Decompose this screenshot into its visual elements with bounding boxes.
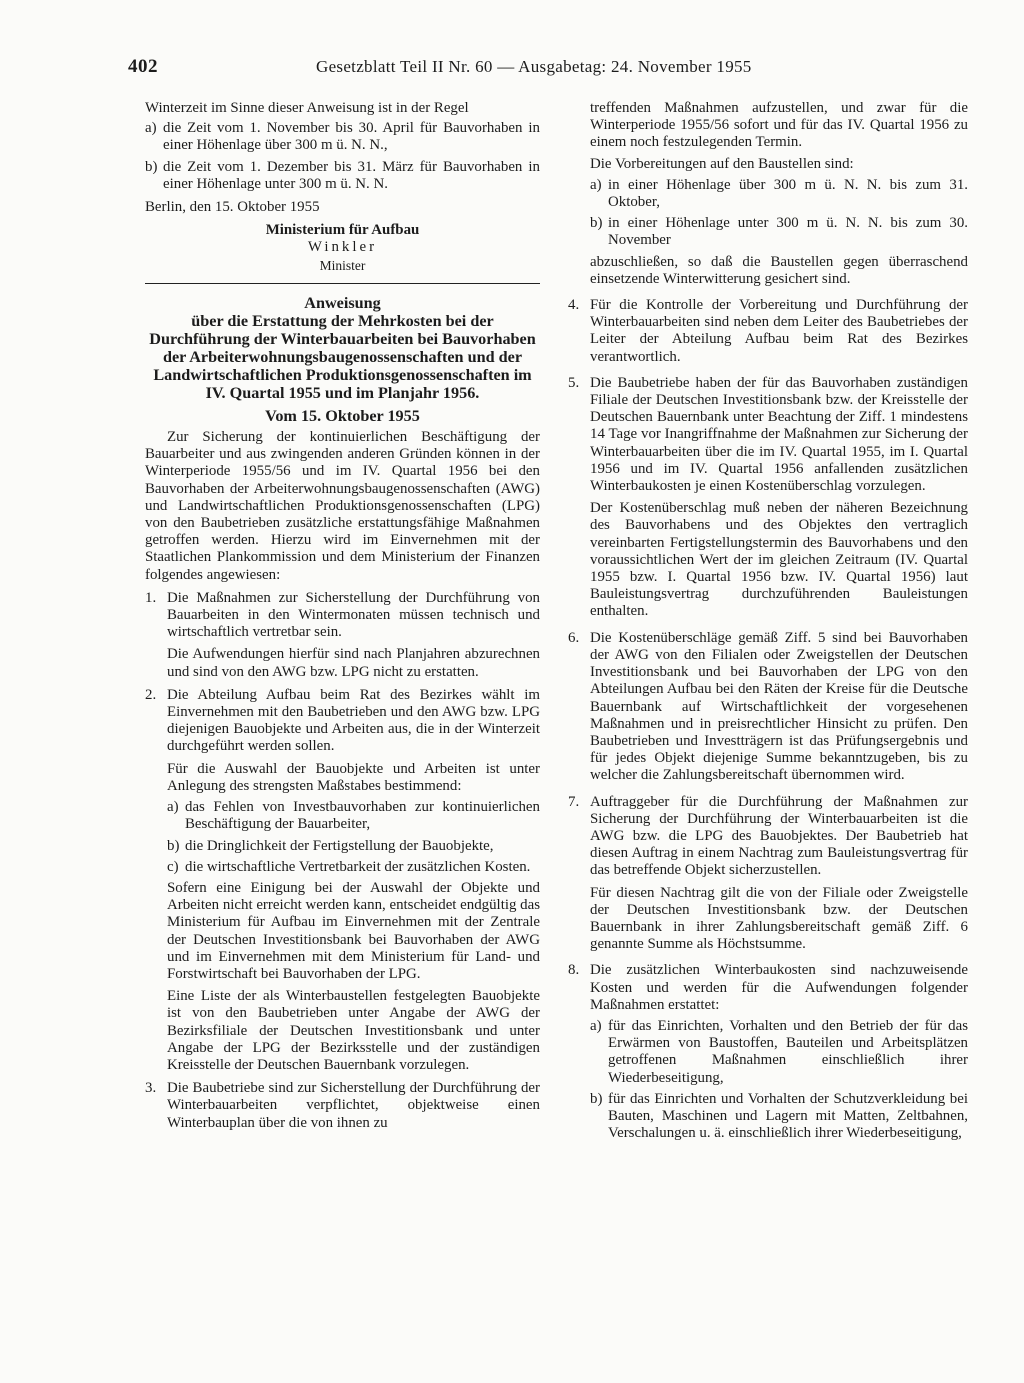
list-item-label: b) [590,1090,603,1107]
section-number: 8. [568,962,580,979]
paragraph: Eine Liste der als Winterbaustellen festgelegten Bauobjekte ist von den Baubetrieben unter Angabe der AWG der Bezirksfiliale der Deutschen Investitionsbank und unter Angabe der LPG der Bezirksstelle und der zuständigen Kreisstelle der Deutschen Bauernbank vorzulegen. [167,988,540,1073]
section-2 [145,686,540,1074]
preparation-list [590,177,968,250]
list-item-label: a) [145,120,157,137]
list-item [167,838,540,855]
preparation-intro: Die Vorbereitungen auf den Baustellen sind: [590,155,854,172]
paragraph: Die zusätzlichen Winterbaukosten sind nachzuweisende Kosten und werden für die Aufwendungen folgender Maßnahmen erstattet: [590,962,968,1013]
list-item [590,215,968,249]
paragraph: Die Kostenüberschläge gemäß Ziff. 5 sind bei Bauvorhaben der AWG von den Filialen oder Zweigstellen der Deutschen Investitionsbank und bei Bauvorhaben der LPG von den Abteilungen Aufbau bei den Räten der Kreise für die Deutsche Bauernbank auf Wirtschaftlichkeit der vorgesehenen Maßnahmen und in preisrechtlicher Hinsicht zu prüfen. Den Baubetrieben und Investträgern ist das Prüfungsergebnis und für jedes Objekt diejenige Summe bekanntzugeben, bis zu welcher die Zahlungsbereitschaft übernommen wird. [590,629,968,784]
list-item [145,120,540,154]
list-item-text: für das Einrichten und Vorhalten der Schutzverkleidung bei Bauten, Maschinen und Lagern mit Matten, Zeltbahnen, Verschalungen u. ä. einschließlich ihrer Wiederbeseitigung, [608,1090,968,1142]
list-item-text: in einer Höhenlage über 300 m ü. N. N. bis zum 31. Oktober, [608,176,968,211]
decree-title: über die Erstattung der Mehrkosten bei der Durchführung der Winterbauarbeiten bei Bauvorhaben der Arbeiterwohnungsbaugenossenschaften und der Landwirtschaftlichen Produktionsgenossenschaften im IV. Quartal 1955 und im Planjahr 1956. [149,311,536,402]
paragraph: Die Aufwendungen hierfür sind nach Planjahren abzurechnen und sind von den AWG bzw. LPG nicht zu erstatten. [167,646,540,680]
list-item-label: c) [167,858,179,875]
left-column [145,100,540,1132]
list-item-text: die wirtschaftliche Vertretbarkeit der zusätzlichen Kosten. [185,858,531,875]
list-item [167,859,540,876]
winterzeit-list [145,120,540,193]
section-3 [145,1080,540,1132]
page-number: 402 [128,56,158,77]
section-6 [568,629,968,785]
list-item-label: a) [167,799,179,816]
list-item-label: b) [590,215,603,232]
list-item-label: b) [167,837,180,854]
decree-date: Vom 15. Oktober 1955 [265,406,420,425]
paragraph: Die Baubetriebe sind zur Sicherstellung der Durchführung der Winterbauarbeiten verpflichtet, objektweise einen Winterbauplan über die von ihnen zu [167,1080,540,1131]
decree-title-word: Anweisung [304,293,381,312]
paragraph: Die Abteilung Aufbau beim Rat des Bezirkes wählt im Einvernehmen mit den Baubetrieben und den AWG bzw. LPG diejenigen Bauobjekte und Arbeiten aus, die in der Winterzeit durchgeführt werden sollen. [167,686,540,755]
list-item-label: b) [145,158,158,175]
section-number: 1. [145,589,157,606]
paragraph: Sofern eine Einigung bei der Auswahl der Objekte und Arbeiten nicht erreicht werden kann, entscheidet endgültig das Ministerium für Aufbau im Einvernehmen mit der Zentrale der Deutschen Investitionsbank bei Bauvorhaben der AWG und im Einvernehmen mit dem Ministerium für Land- und Forstwirtschaft bei Bauvorhaben der LPG. [167,879,540,982]
paragraph: Der Kostenüberschlag muß neben der näheren Bezeichnung des Bauvorhabens und des Objektes den vertraglich vereinbarten Fertigstellungstermin des Bauvorhabens und den voraussichtlichen Wert der im gleichen Zeitraum (IV. Quartal 1955 bzw. I. Quartal 1956 bzw. IV. Quartal 1956) laut Bauleistungsvertrag durchzuführenden Bauleistungen enthalten. [590,500,968,620]
list-item-text: die Zeit vom 1. November bis 30. April für Bauvorhaben in einer Höhenlage über 300 m ü. N. N., [163,120,540,154]
paragraph: Die Maßnahmen zur Sicherstellung der Durchführung von Bauarbeiten in den Wintermonaten müssen technisch und wirtschaftlich vertretbar sein. [167,589,540,641]
signatory-name: Winkler [307,239,378,256]
list-item [167,799,540,833]
cost-list [590,1018,968,1142]
signatory-title: Minister [319,257,366,273]
paragraph: Die Baubetriebe haben der für das Bauvorhaben zuständigen Filiale der Deutschen Investitionsbank bzw. der Kreisstelle der Deutschen Bauernbank unter Beachtung der Ziff. 1 mindestens 14 Tage vor Inangriffnahme der Maßnahmen zur Sicherung der Winterbauarbeiten über die im IV. Quartal 1955, im I. Quartal 1956 und im IV. Quartal 1956 anfallenden zusätzlichen Winterbaukosten je einen Kostenüberschlag vorzulegen. [590,374,968,495]
preparation-close: abzuschließen, so daß die Baustellen gegen überraschend einsetzende Winterwitterung gesichert sind. [590,253,968,287]
section-number: 6. [568,629,580,646]
list-item-text: für das Einrichten, Vorhalten und den Betrieb der für das Erwärmen von Baustoffen, Bauteilen und Arbeitsplätzen getroffenen Maßnahmen einschließlich ihrer Wiederbeseitigung, [608,1017,968,1086]
section-number: 4. [568,297,580,314]
section-1 [145,589,540,681]
list-item [145,159,540,193]
list-item-label: a) [590,176,602,193]
criteria-list [167,799,540,876]
section-8 [568,962,968,1146]
right-column [568,100,968,1146]
place-date: Berlin, den 15. Oktober 1955 [145,199,320,216]
section-5 [568,374,968,621]
section-divider [145,283,540,284]
list-item-text: die Zeit vom 1. Dezember bis 31. März für Bauvorhaben in einer Höhenlage unter 300 m ü. N. N. [163,158,540,192]
section-7 [568,793,968,954]
paragraph: Für die Auswahl der Bauobjekte und Arbeiten ist unter Anlegung des strengsten Maßstabes bestimmend: [167,760,540,794]
list-item [590,1018,968,1087]
list-item-text: in einer Höhenlage unter 300 m ü. N. N. bis zum 30. November [608,215,968,249]
section-number: 3. [145,1080,157,1097]
section-3-continuation: treffenden Maßnahmen aufzustellen, und zwar für die Winterperiode 1955/56 sofort und für das IV. Quartal 1956 zu einem noch festzulegenden Termin. [590,100,968,151]
ministry-name: Ministerium für Aufbau [265,222,420,239]
section-number: 5. [568,374,580,391]
section-number: 7. [568,793,580,810]
running-head: Gesetzblatt Teil II Nr. 60 — Ausgabetag: 24. November 1955 [316,57,752,76]
paragraph: Für die Kontrolle der Vorbereitung und Durchführung der Winterbauarbeiten sind neben dem Leiter des Baubetriebes der Leiter der Abteilung Aufbau beim Rat des Bezirkes verantwortlich. [590,297,968,365]
paragraph: Für diesen Nachtrag gilt die von der Filiale oder Zweigstelle der Deutschen Investitionsbank bzw. der Deutschen Bauernbank in ihrer Zahlungsbereitschaft gemäß Ziff. 6 genannte Summe als Höchstsumme. [590,884,968,953]
preamble: Zur Sicherung der kontinuierlichen Beschäftigung der Bauarbeiter und aus zwingenden anderen Gründen können in der Winterperiode 1955/56 und im IV. Quartal 1956 bei den Bauvorhaben der Arbeiterwohnungsbaugenossenschaften (AWG) und Landwirtschaftlichen Produktionsgenossenschaften (LPG) von den Baubetrieben zusätzliche erstattungsfähige Maßnahmen getroffen werden. Hierzu wird im Einvernehmen mit der Staatlichen Plankommission und dem Ministerium der Finanzen folgendes angewiesen: [145,429,540,583]
section-4 [568,297,968,366]
list-item [590,1091,968,1143]
winterzeit-intro: Winterzeit im Sinne dieser Anweisung ist in der Regel [145,100,469,116]
list-item-text: das Fehlen von Investbauvorhaben zur kontinuierlichen Beschäftigung der Bauarbeiter, [185,799,540,833]
list-item-text: die Dringlichkeit der Fertigstellung der Bauobjekte, [185,837,494,854]
paragraph: Auftraggeber für die Durchführung der Maßnahmen zur Sicherung der Durchführung der Winterbauarbeiten ist die AWG bzw. die LPG des Bauobjektes. Der Baubetrieb hat diesen Auftrag in einem Nachtrag zum Bauleistungsvertrag für das betreffende Objekt sicherzustellen. [590,793,968,879]
list-item-label: a) [590,1017,602,1034]
list-item [590,177,968,211]
section-number: 2. [145,686,157,703]
page-header [128,56,918,86]
